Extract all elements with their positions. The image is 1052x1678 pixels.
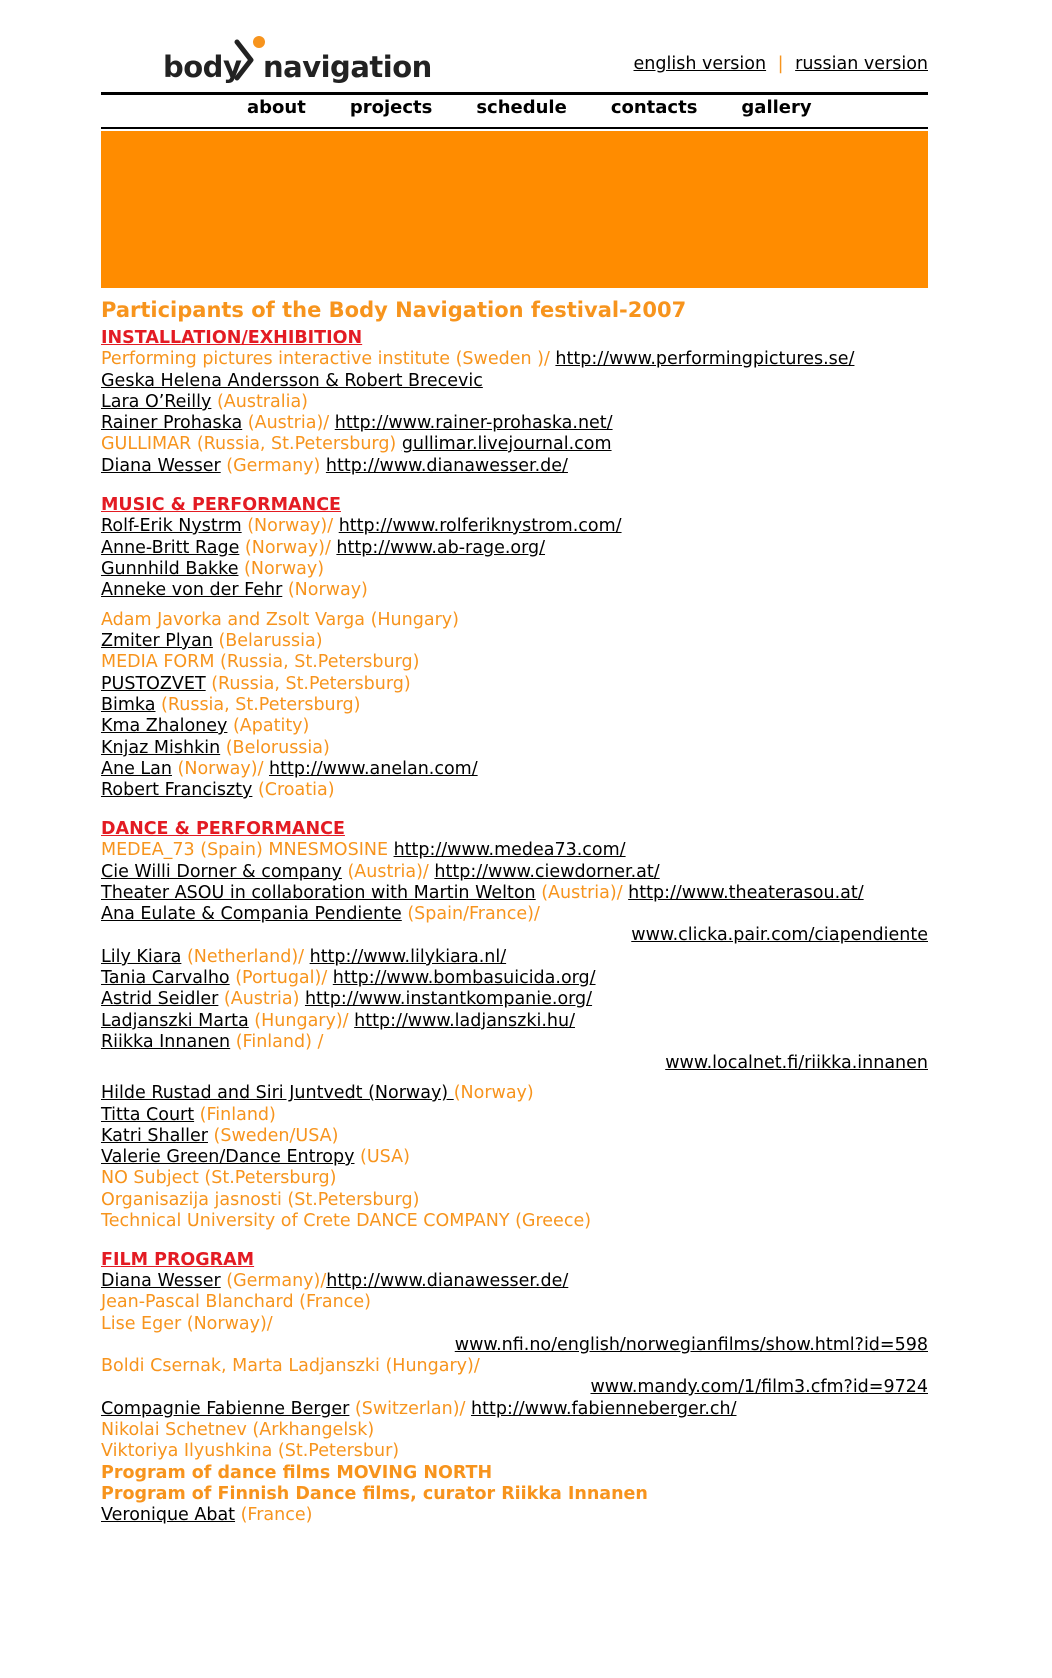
section-heading — [101, 1249, 928, 1271]
participant-link[interactable]: Titta Court — [101, 1105, 195, 1125]
participant-link[interactable]: Anneke von der Fehr — [101, 580, 283, 600]
participant-link[interactable]: http://www.ab-rage.org/ — [336, 538, 546, 558]
participant-link[interactable]: Veronique Abat — [101, 1505, 236, 1525]
program-title: Program of dance films MOVING NORTH — [101, 1463, 493, 1483]
participant-link[interactable]: Ladjanszki Marta — [101, 1011, 249, 1031]
page-title: Participants of the Body Navigation festival-2007 — [101, 298, 687, 322]
participant-row — [101, 1189, 928, 1211]
participant-link[interactable]: PUSTOZVET — [101, 674, 206, 694]
participant-text: (Norway)/ — [241, 516, 339, 536]
language-switcher — [634, 54, 928, 74]
participant-row — [101, 537, 928, 559]
participant-text: MEDEA_73 (Spain) MNESMOSINE — [101, 840, 394, 860]
participant-text: (Russia, St.Petersburg) — [155, 695, 361, 715]
participant-link[interactable]: http://www.instantkompanie.org/ — [304, 989, 593, 1009]
participant-link[interactable]: Anne-Britt Rage — [101, 538, 240, 558]
nav-projects[interactable]: projects — [349, 97, 433, 118]
participant-text: (Croatia) — [252, 780, 335, 800]
participant-text: (Australia) — [211, 392, 309, 412]
participant-row — [101, 1355, 928, 1377]
participant-row — [101, 1462, 928, 1484]
nav-schedule[interactable]: schedule — [476, 97, 567, 118]
participant-text: Lise Eger (Norway)/ — [101, 1314, 273, 1334]
participant-row — [101, 370, 928, 392]
participant-text: (Austria) — [218, 989, 305, 1009]
participant-row — [101, 579, 928, 601]
participant-link[interactable]: www.nfi.no/english/norwegianfilms/show.html?id=598 — [454, 1335, 928, 1355]
participant-text: Jean-Pascal Blanchard (France) — [101, 1292, 371, 1312]
participant-link[interactable]: www.localnet.fi/riikka.innanen — [665, 1053, 928, 1073]
participant-text: Technical University of Crete DANCE COMPANY (Greece) — [101, 1211, 592, 1231]
section-heading — [101, 494, 928, 516]
participant-row — [101, 630, 928, 652]
participant-row — [101, 1125, 928, 1147]
participant-link[interactable]: Rainer Prohaska — [101, 413, 243, 433]
participant-text: Nikolai Schetnev (Arkhangelsk) — [101, 1420, 375, 1440]
participant-text: (Switzerlan)/ — [349, 1399, 472, 1419]
section-heading — [101, 818, 928, 840]
participant-link[interactable]: http://www.lilykiara.nl/ — [309, 947, 507, 967]
participant-row — [101, 946, 928, 968]
participant-row — [101, 1082, 928, 1104]
participant-text: (Norway) — [282, 580, 368, 600]
participant-link[interactable]: Hilde Rustad and Siri Juntvedt (Norway) — [101, 1083, 454, 1103]
participant-row — [101, 455, 928, 477]
participant-link[interactable]: Bimka — [101, 695, 156, 715]
participant-row — [101, 924, 928, 946]
participant-link[interactable]: http://www.ciewdorner.at/ — [434, 862, 660, 882]
participant-link[interactable]: Lara O’Reilly — [101, 392, 212, 412]
section-heading-label: MUSIC & PERFORMANCE — [101, 495, 341, 515]
participant-row — [101, 1167, 928, 1189]
header-rule-top — [101, 92, 928, 95]
participant-link[interactable]: http://www.ladjanszki.hu/ — [354, 1011, 575, 1031]
participant-row — [101, 1376, 928, 1398]
participant-row — [101, 609, 928, 631]
participant-row — [101, 515, 928, 537]
participant-row — [101, 1146, 928, 1168]
participant-link[interactable]: http://www.fabienneberger.ch/ — [471, 1399, 737, 1419]
participant-row — [101, 903, 928, 925]
participant-text: (Finland) / — [230, 1032, 324, 1052]
logo-text-right: navigation — [263, 50, 432, 84]
participant-text: (Austria)/ — [242, 413, 335, 433]
participant-row — [101, 1104, 928, 1126]
participant-text: GULLIMAR (Russia, St.Petersburg) — [101, 434, 402, 454]
participant-row — [101, 1010, 928, 1032]
participant-row — [101, 412, 928, 434]
participant-row — [101, 651, 928, 673]
participant-text: (Germany) — [220, 456, 326, 476]
participant-link[interactable]: Robert Franciszty — [101, 780, 253, 800]
participant-link[interactable]: Valerie Green/Dance Entropy — [101, 1147, 355, 1167]
participant-link[interactable]: http://www.bombasuicida.org/ — [332, 968, 596, 988]
participant-row — [101, 1210, 928, 1232]
participant-link[interactable]: http://www.performingpictures.se/ — [555, 349, 855, 369]
participant-link[interactable]: Diana Wesser — [101, 456, 221, 476]
participant-text: Organisazija jasnosti (St.Petersburg) — [101, 1190, 420, 1210]
participant-link[interactable]: Knjaz Mishkin — [101, 738, 221, 758]
participant-text: (Belarussia) — [212, 631, 323, 651]
participant-row — [101, 839, 928, 861]
participant-link[interactable]: Kma Zhaloney — [101, 716, 228, 736]
english-version-link[interactable]: english version — [633, 54, 767, 74]
participant-link[interactable]: Ane Lan — [101, 759, 172, 779]
participant-link[interactable]: Rolf-Erik Nystrm — [101, 516, 242, 536]
participant-row — [101, 988, 928, 1010]
participant-row — [101, 1483, 928, 1505]
participant-link[interactable]: Tania Carvalho — [101, 968, 230, 988]
participant-link[interactable]: Lily Kiara — [101, 947, 182, 967]
participant-link[interactable]: http://www.rainer-prohaska.net/ — [334, 413, 613, 433]
participant-link[interactable]: Ana Eulate & Compania Pendiente — [101, 904, 402, 924]
header-rule-bottom — [101, 127, 928, 129]
participant-row — [101, 1270, 928, 1292]
participant-link[interactable]: Gunnhild Bakke — [101, 559, 239, 579]
participant-text: (Spain/France)/ — [401, 904, 540, 924]
participant-link[interactable]: gullimar.livejournal.com — [401, 434, 612, 454]
participant-text: (Austria)/ — [341, 862, 435, 882]
participant-link[interactable]: Riikka Innanen — [101, 1032, 231, 1052]
participant-row — [101, 558, 928, 580]
participant-row — [101, 1440, 928, 1462]
participant-row — [101, 779, 928, 801]
participant-row — [101, 1052, 928, 1074]
logo[interactable] — [163, 34, 463, 90]
participant-row — [101, 967, 928, 989]
participant-text: (Belorussia) — [220, 738, 330, 758]
participant-text: (Norway) — [453, 1083, 534, 1103]
participant-link[interactable]: www.mandy.com/1/film3.cfm?id=9724 — [590, 1377, 928, 1397]
participant-text: (Norway) — [238, 559, 325, 579]
russian-version-link[interactable]: russian version — [795, 54, 928, 74]
language-separator: | — [777, 54, 784, 74]
participant-row — [101, 1313, 928, 1335]
participant-row — [101, 861, 928, 883]
participant-link[interactable]: Zmiter Plyan — [101, 631, 213, 651]
participant-row — [101, 1398, 928, 1420]
participant-link[interactable]: Diana Wesser — [101, 1271, 221, 1291]
participant-text: (Portugal)/ — [229, 968, 333, 988]
participant-text: MEDIA FORM (Russia, St.Petersburg) — [101, 652, 420, 672]
participant-link[interactable]: Geska Helena Andersson & Robert Brecevic — [101, 371, 483, 391]
participant-text: (Finland) — [194, 1105, 276, 1125]
participant-link[interactable]: Theater ASOU in collaboration with Martin Welton — [101, 883, 536, 903]
participant-link[interactable]: http://www.dianawesser.de/ — [325, 456, 568, 476]
participant-row — [101, 882, 928, 904]
participant-text: (Apatity) — [227, 716, 310, 736]
participant-row — [101, 1419, 928, 1441]
participant-row — [101, 758, 928, 780]
participant-text: (Russia, St.Petersburg) — [205, 674, 411, 694]
participant-link[interactable]: Cie Willi Dorner & company — [101, 862, 342, 882]
participant-text: NO Subject (St.Petersburg) — [101, 1168, 337, 1188]
participant-row — [101, 737, 928, 759]
participant-text: (USA) — [354, 1147, 410, 1167]
participant-text: (Norway)/ — [171, 759, 270, 779]
participant-row — [101, 1291, 928, 1313]
participant-row — [101, 348, 928, 370]
nav-about[interactable]: about — [247, 97, 306, 118]
participant-row — [101, 694, 928, 716]
participant-row — [101, 1504, 928, 1526]
participant-text: Adam Javorka and Zsolt Varga (Hungary) — [101, 610, 459, 630]
participant-row — [101, 1031, 928, 1053]
participant-text: (Netherland)/ — [181, 947, 310, 967]
logo-text-left: body — [163, 50, 242, 84]
participant-text: (Hungary)/ — [248, 1011, 355, 1031]
participant-link[interactable]: Compagnie Fabienne Berger — [101, 1399, 350, 1419]
main-nav — [247, 97, 812, 118]
participant-link[interactable]: www.clicka.pair.com/ciapendiente — [631, 925, 928, 945]
participant-text: Viktoriya Ilyushkina (St.Petersbur) — [101, 1441, 400, 1461]
participant-row — [101, 433, 928, 455]
participant-link[interactable]: http://www.dianawesser.de/ — [326, 1271, 569, 1291]
section-heading-label: DANCE & PERFORMANCE — [101, 819, 345, 839]
participant-text: Performing pictures interactive institute (Sweden )/ — [101, 349, 556, 369]
participant-link[interactable]: Katri Shaller — [101, 1126, 208, 1146]
participant-text: (France) — [235, 1505, 313, 1525]
participant-row — [101, 673, 928, 695]
participant-link[interactable]: Astrid Seidler — [101, 989, 219, 1009]
participant-text: (Austria)/ — [535, 883, 629, 903]
participant-row — [101, 391, 928, 413]
participant-link[interactable]: http://www.anelan.com/ — [269, 759, 478, 779]
orange-banner — [101, 131, 928, 288]
participant-link[interactable]: http://www.theaterasou.at/ — [628, 883, 864, 903]
participant-link[interactable]: http://www.medea73.com/ — [393, 840, 626, 860]
section-heading-label: INSTALLATION/EXHIBITION — [101, 328, 363, 348]
participant-text: Boldi Csernak, Marta Ladjanszki (Hungary)/ — [101, 1356, 480, 1376]
participant-text: (Norway)/ — [239, 538, 337, 558]
program-title: Program of Finnish Dance films, curator Riikka Innanen — [101, 1484, 648, 1504]
section-heading-label: FILM PROGRAM — [101, 1250, 255, 1270]
participant-link[interactable]: http://www.rolferiknystrom.com/ — [338, 516, 622, 536]
nav-gallery[interactable]: gallery — [741, 97, 812, 118]
participant-text: (Sweden/USA) — [207, 1126, 339, 1146]
participant-text: (Germany)/ — [220, 1271, 327, 1291]
section-heading — [101, 327, 928, 349]
nav-contacts[interactable]: contacts — [610, 97, 698, 118]
participant-row — [101, 715, 928, 737]
participant-row — [101, 1334, 928, 1356]
